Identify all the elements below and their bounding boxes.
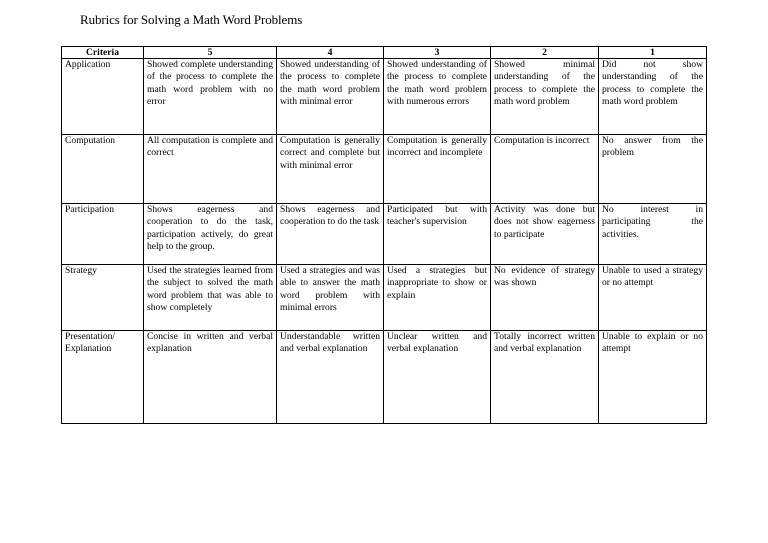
rubric-cell: Totally incorrect written and verbal explanation [491,331,599,424]
criteria-cell: Application [62,59,144,135]
rubric-cell: Unclear written and verbal explanation [384,331,491,424]
rubric-cell: No evidence of strategy was shown [491,265,599,331]
header-score-4: 4 [277,47,384,59]
rubric-cell: Used the strategies learned from the subject to solved the math word problem that was able to show completely [144,265,277,331]
header-score-1: 1 [599,47,707,59]
header-row [62,47,707,59]
header-score-5: 5 [144,47,277,59]
rubric-cell: Activity was done but does not show eagerness to participate [491,204,599,265]
page-title: Rubrics for Solving a Math Word Problems [80,12,303,27]
rubric-cell: Participated but with teacher's supervision [384,204,491,265]
rubric-cell: Computation is generally correct and complete but with minimal error [277,135,384,204]
rubric-cell: All computation is complete and correct [144,135,277,204]
rubric-cell: Did not show understanding of the process to complete the math word problem [599,59,707,135]
header-score-3: 3 [384,47,491,59]
rubric-cell: No answer from the problem [599,135,707,204]
criteria-cell: Participation [62,204,144,265]
rubric-cell: Shows eagerness and cooperation to do the task, participation actively, do great help to the group. [144,204,277,265]
rubric-cell: Showed minimal understanding of the process to complete the math word problem [491,59,599,135]
rubric-cell: Unable to explain or no attempt [599,331,707,424]
rubric-cell: Showed understanding of the process to complete the math word problem with numerous errors [384,59,491,135]
criteria-cell: Strategy [62,265,144,331]
table-row [62,331,707,424]
rubric-table [61,46,707,424]
rubric-cell: Used a strategies and was able to answer the math word problem with minimal errors [277,265,384,331]
rubric-cell: Unable to used a strategy or no attempt [599,265,707,331]
table-row [62,59,707,135]
rubric-cell: Showed understanding of the process to complete the math word problem with minimal error [277,59,384,135]
header-score-2: 2 [491,47,599,59]
rubric-cell: Understandable written and verbal explanation [277,331,384,424]
criteria-cell: Presentation/ Explanation [62,331,144,424]
rubric-cell: Concise in written and verbal explanation [144,331,277,424]
table-row [62,204,707,265]
rubric-cell: Showed complete understanding of the process to complete the math word problem with no error [144,59,277,135]
rubric-cell: Computation is generally incorrect and incomplete [384,135,491,204]
table-row [62,265,707,331]
rubric-cell: Shows eagerness and cooperation to do the task [277,204,384,265]
rubric-cell: No interest in participating the activities. [599,204,707,265]
table-row [62,135,707,204]
rubric-cell: Used a strategies but inappropriate to show or explain [384,265,491,331]
header-criteria: Criteria [62,47,144,59]
criteria-cell: Computation [62,135,144,204]
rubric-cell: Computation is incorrect [491,135,599,204]
